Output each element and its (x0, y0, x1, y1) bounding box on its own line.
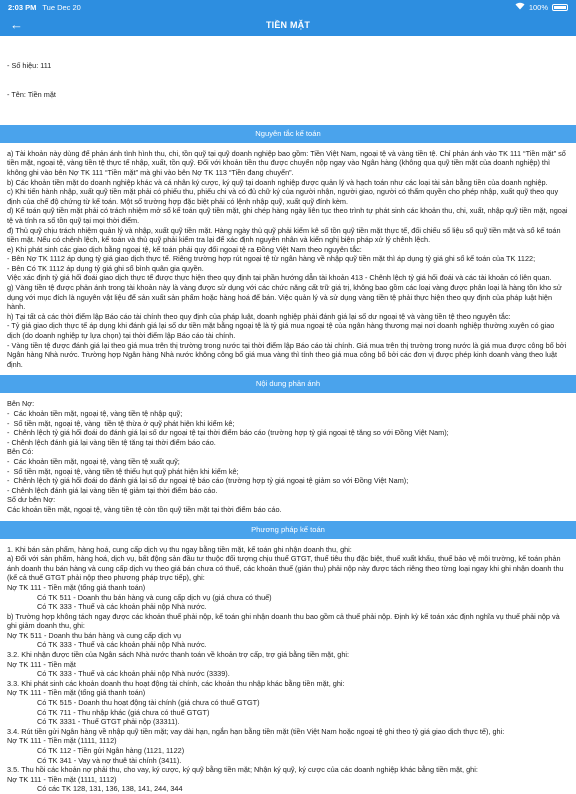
section-line: - Số tiền mặt, ngoại tệ, vàng tiền tệ thiếu hụt quỹ phát hiện khi kiểm kê; (7, 466, 239, 476)
section-line: c) Khi tiến hành nhập, xuất quỹ tiền mặt phải có phiếu thu, phiếu chi và có đủ chữ ký của người nhận, người giao, người có thẩm quyền cho phép nhập, xuất quỹ theo quy định của chế độ chứng từ kế toán. Một số trường hợp đặc biệt phải có lệnh nhập quỹ, xuất quỹ đính kèm. (7, 187, 561, 206)
section-line: Có TK 711 - Thu nhập khác (giá chưa có thuế GTGT) (37, 707, 210, 717)
sections-container (0, 125, 576, 794)
back-arrow-icon[interactable]: ← (10, 17, 23, 32)
section-header: Nguyên tắc kế toán (0, 125, 576, 143)
section-line: Có TK 3331 - Thuế GTGT phải nộp (33311). (37, 717, 180, 727)
section-line: - Vàng tiền tệ được đánh giá lại theo giá mua trên thị trường trong nước tại thời điểm lập Báo cáo tài chính. Giá mua trên thị trường trong nước là giá mua được công bố bởi Ngân hàng Nhà nước. Trường hợp Ngân hàng Nhà nước không công bố giá mua vàng thì tính theo giá mua công bố bởi các đơn vị được phép kinh doanh vàng theo luật định. (7, 340, 569, 369)
page-title: TIỀN MẶT (265, 20, 311, 30)
section-line: - Bên Nợ TK 1112 áp dụng tỷ giá giao dịch thực tế. Riêng trường hợp rút ngoại tệ từ ngân hàng về nhập quỹ tiền mặt thì áp dụng tỷ giá ghi sổ kế toán của TK 1122; (7, 254, 536, 264)
status-right (515, 2, 568, 12)
section-line: - Chênh lệch tỷ giá hối đoái do đánh giá lại số dư ngoại tệ tại thời điểm báo cáo (trường hợp tỷ giá ngoại tệ tăng so với Đồng Việt Nam); (7, 428, 449, 438)
section-line: - Tỷ giá giao dịch thực tế áp dụng khi đánh giá lại số dư tiền mặt bằng ngoại tệ là tỷ giá mua ngoại tệ của ngân hàng thương mại nơi doanh nghiệp thường xuyên có giao dịch (do doanh nghiệp tự lựa chọn) tại thời điểm lập Báo cáo tài chính. (7, 321, 557, 341)
section-body (0, 149, 576, 370)
section-line: Nợ TK 111 - Tiền mặt (1111, 1112) (7, 736, 117, 746)
section-line: 3.3. Khi phát sinh các khoản doanh thu hoạt động tài chính, các khoản thu nhập khác bằng tiền mặt, ghi: (7, 678, 345, 688)
section-line: Các khoản tiền mặt, ngoại tệ, vàng tiền tệ còn tồn quỹ tiền mặt tại thời điểm báo cáo. (7, 504, 282, 514)
section-line: Có TK 112 - Tiền gửi Ngân hàng (1121, 1122) (37, 746, 185, 755)
status-bar (0, 0, 576, 14)
section-line: 3.5. Thu hồi các khoản nợ phải thu, cho vay, ký cược, ký quỹ bằng tiền mặt; Nhận ký quỹ, ký cược của các doanh nghiệp khác bằng tiền mặt, ghi: (7, 765, 478, 775)
section-line: - Chênh lệch tỷ giá hối đoái do đánh giá lại số dư ngoại tệ báo cáo (trường hợp tỷ giá ngoại tệ giảm so với Đồng Việt Nam); (7, 476, 409, 486)
section-line: Có TK 341 - Vay và nợ thuê tài chính (3411). (37, 755, 182, 765)
content-scroll-area[interactable] (0, 36, 576, 794)
section-line: đ) Thủ quỹ chịu trách nhiệm quản lý và nhập, xuất quỹ tiền mặt. Hàng ngày thủ quỹ phải kiểm kê số tồn quỹ tiền mặt thực tế, đối chiếu số liệu sổ quỹ tiền mặt và sổ kế toán tiền mặt. Nếu có chênh lệch, kế toán và thủ quỹ phải kiểm tra lại để xác định nguyên nhân và kiến nghị biện pháp xử lý chênh lệch. (7, 225, 563, 245)
section-line: Nợ TK 111 - Tiền mặt (7, 659, 76, 669)
status-time: 2:03 PM (8, 2, 37, 12)
section-line: Có TK 333 - Thuế và các khoản phải nộp Nhà nước (3339). (37, 669, 230, 679)
navigation-bar (0, 14, 576, 36)
section-line: a) Đối với sản phẩm, hàng hoá, dịch vụ, bất động sản đầu tư thuộc đối tượng chịu thuế GTGT, thuế tiêu thụ đặc biệt, thuế xuất khẩu, thuế bảo vệ môi trường, kế toán phản ánh doanh thu bán hàng và cung cấp dịch vụ theo giá bán chưa có thuế, các khoản thuế (gián thu) phải nộp này được tách riêng theo từng loại ngay khi ghi nhận doanh thu (kể cả thuế GTGT phải nộp theo phương pháp trực tiếp), ghi: (7, 554, 566, 583)
section-line: Nợ TK 111 - Tiền mặt (tổng giá thanh toán) (7, 582, 146, 592)
section-line: - Các khoản tiền mặt, ngoại tệ, vàng tiền tệ xuất quỹ; (7, 456, 180, 466)
section-line: Có TK 511 - Doanh thu bán hàng và cung cấp dịch vụ (giá chưa có thuế) (37, 592, 272, 602)
section-header: Phương pháp kế toán (0, 521, 576, 539)
section-line: 3.4. Rút tiền gửi Ngân hàng về nhập quỹ tiền mặt; vay dài hạn, ngắn hạn bằng tiền mặt (tiền Việt Nam hoặc ngoại tệ ghi theo tỷ giá giao dịch thực tế), ghi: (7, 726, 505, 736)
section-line: - Các khoản tiền mặt, ngoại tệ, vàng tiền tệ nhập quỹ; (7, 409, 183, 418)
section-line: - Số tiền mặt, ngoại tệ, vàng tiền tệ thừa ở quỹ phát hiện khi kiểm kê; (7, 418, 235, 428)
section-line: Số dư bên Nợ: (7, 495, 56, 505)
battery-percent: 100% (528, 2, 548, 12)
info-line: - Số hiệu: 111 (7, 61, 52, 71)
section-line: 3.2. Khi nhận được tiền của Ngân sách Nhà nước thanh toán về khoản trợ cấp, trợ giá bằng tiền mặt, ghi: (7, 650, 350, 660)
section-body (0, 399, 576, 514)
section-line: - Chênh lệch đánh giá lại vàng tiền tệ tăng tại thời điểm báo cáo. (7, 437, 216, 447)
section-line: Có các TK 128, 131, 136, 138, 141, 244, 344 (37, 784, 183, 794)
section-line: - Chênh lệch đánh giá lại vàng tiền tệ giảm tại thời điểm báo cáo. (7, 485, 218, 495)
section-line: Bên Có: (7, 447, 34, 457)
section-line: d) Kế toán quỹ tiền mặt phải có trách nhiệm mở sổ kế toán quỹ tiền mặt, ghi chép hàng ngày liên tục theo trình tự phát sinh các khoản thu, chi, xuất, nhập quỹ tiền mặt, ngoại tệ và tính ra số tồn quỹ tại mọi thời điểm. (7, 206, 570, 225)
section-line: Nợ TK 111 - Tiền mặt (tổng giá thanh toán) (7, 688, 146, 698)
section-header: Nội dung phản ánh (0, 375, 576, 393)
section-line: Có TK 333 - Thuế và các khoản phải nộp Nhà nước. (37, 602, 207, 612)
section-line: Nợ TK 111 - Tiền mặt (1111, 1112) (7, 774, 117, 784)
section-line: e) Khi phát sinh các giao dịch bằng ngoại tệ, kế toán phải quy đổi ngoại tệ ra Đồng Việt Nam theo nguyên tắc: (7, 244, 362, 254)
section-line: a) Tài khoản này dùng để phản ánh tình hình thu, chi, tồn quỹ tại quỹ doanh nghiệp bao gồm: Tiền Việt Nam, ngoại tệ và vàng tiền tệ. Chỉ phản ánh vào TK 111 “Tiền mặt” số tiền mặt, ngoại tệ, vàng tiền tệ thực tế nhập, xuất, tồn quỹ. Đối với khoản tiền thu được chuyển nộp ngay vào Ngân hàng (không qua quỹ tiền mặt của doanh nghiệp) thì không ghi vào bên Nợ TK 111 “Tiền mặt” mà ghi vào bên Nợ TK 113 “Tiền đang chuyển”. (7, 148, 568, 177)
battery-icon (552, 4, 568, 11)
section-line: b) Trường hợp không tách ngay được các khoản thuế phải nộp, kế toán ghi nhận doanh thu bao gồm cả thuế phải nộp. Định kỳ kế toán xác định nghĩa vụ thuế phải nộp và ghi giảm doanh thu, ghi: (7, 611, 562, 631)
section-line: 1. Khi bán sản phẩm, hàng hoá, cung cấp dịch vụ thu ngay bằng tiền mặt, kế toán ghi nhận doanh thu, ghi: (7, 544, 352, 554)
section-line: Bên Nợ: (7, 399, 35, 409)
section-line: Có TK 333 - Thuế và các khoản phải nộp Nhà nước. (37, 640, 207, 650)
section-body (0, 545, 576, 794)
info-line: - Tên: Tiền mặt (7, 89, 56, 99)
section-line: b) Các khoản tiền mặt do doanh nghiệp khác và cá nhân ký cược, ký quỹ tại doanh nghiệp được quản lý và hạch toán như các loại tài sản bằng tiền của doanh nghiệp. (7, 177, 548, 187)
section-line: Việc xác định tỷ giá hối đoái giao dịch thực tế được thực hiện theo quy định tại phần hướng dẫn tài khoản 413 - Chênh lệch tỷ giá hối đoái và các tài khoản có liên quan. (7, 273, 552, 283)
wifi-icon (515, 2, 525, 12)
section-line: g) Vàng tiền tệ được phản ánh trong tài khoản này là vàng được sử dụng với các chức năng cất trữ giá trị, không bao gồm các loại vàng được phân loại là hàng tồn kho sử dụng với mục đích là nguyên vật liệu để sản xuất sản phẩm hoặc hàng hoá để bán. Việc quản lý và sử dụng vàng tiền tệ phải thực hiện theo quy định của pháp luật hiện hành. (7, 283, 564, 312)
section-line: Có TK 515 - Doanh thu hoạt động tài chính (giá chưa có thuế GTGT) (37, 698, 260, 708)
status-date: Tue Dec 20 (42, 2, 81, 12)
info-block (0, 36, 576, 119)
section-line: h) Tại tất cả các thời điểm lập Báo cáo tài chính theo quy định của pháp luật, doanh nghiệp phải đánh giá lại số dư ngoại tệ và vàng tiền tệ theo nguyên tắc: (7, 311, 511, 321)
section-line: Nợ TK 511 - Doanh thu bán hàng và cung cấp dịch vụ (7, 630, 182, 640)
section-line: - Bên Có TK 1112 áp dụng tỷ giá ghi sổ bình quân gia quyền. (7, 263, 204, 273)
